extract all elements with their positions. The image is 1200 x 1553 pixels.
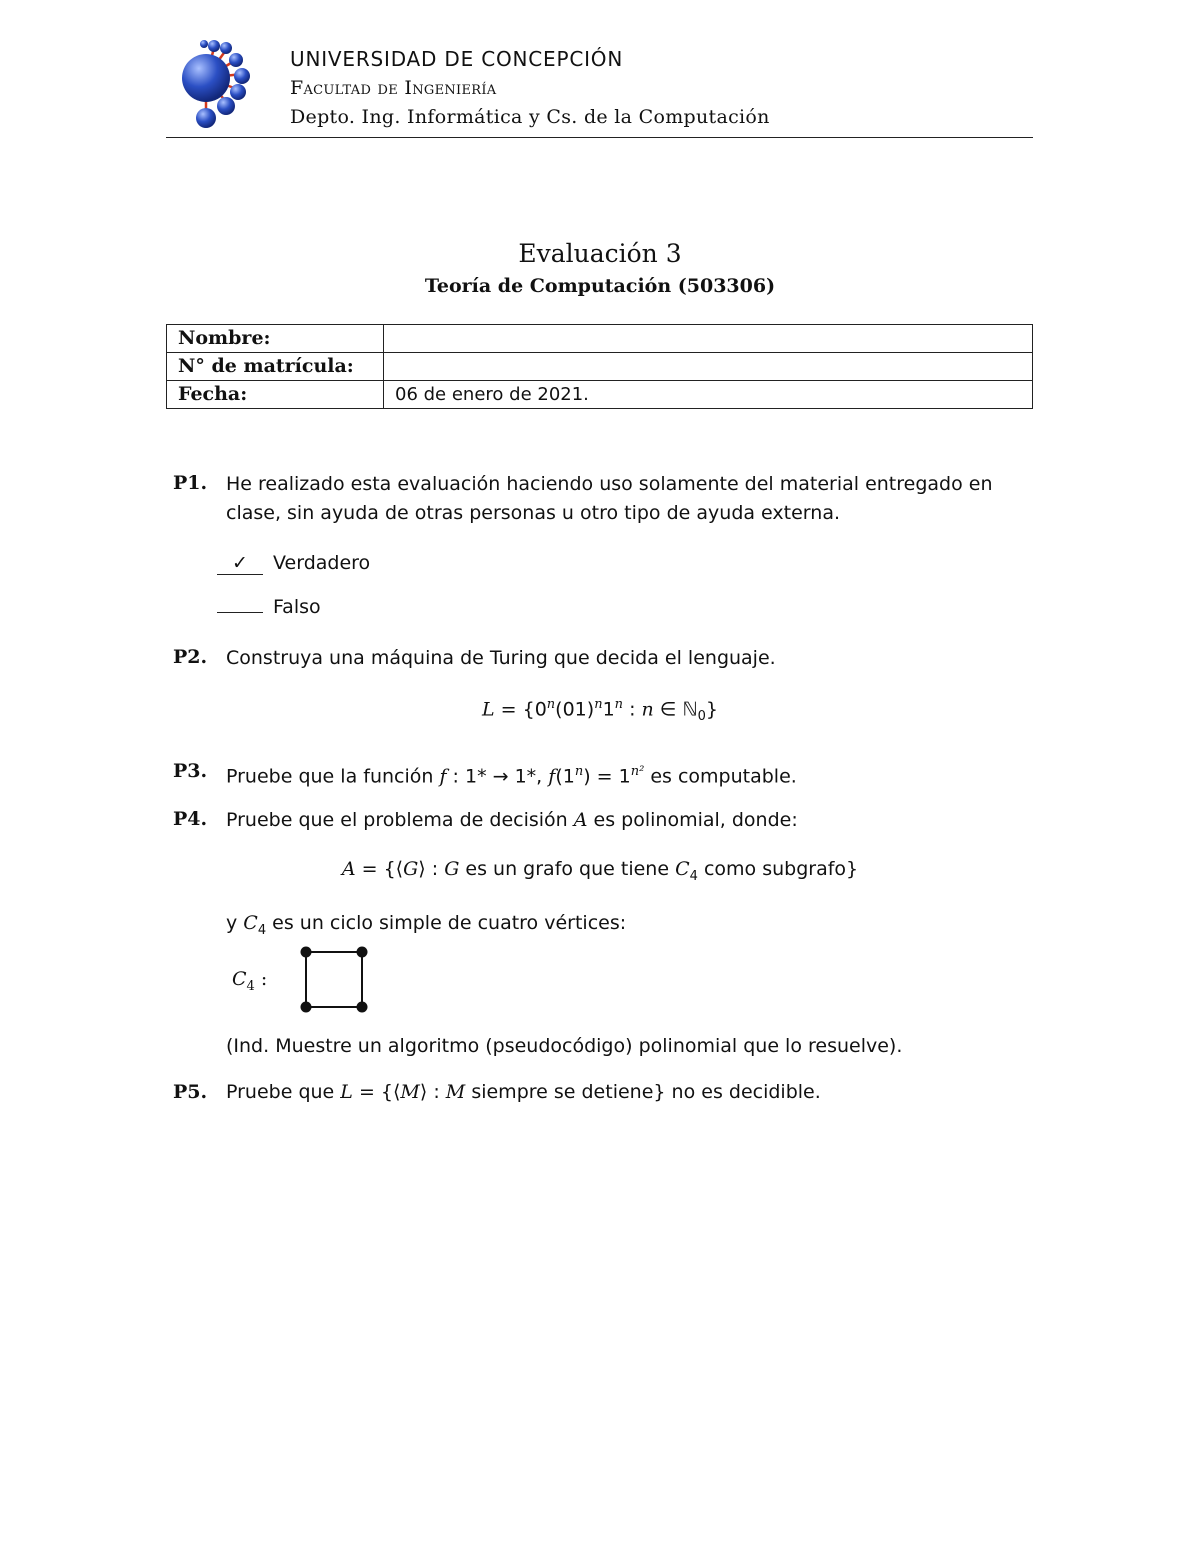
question-text-p3: Pruebe que la función f : 1* → 1*, $f(1^n) = 1^{n^2}$ es computable. bbox=[226, 764, 797, 788]
question-text-after: es polinomial, donde: bbox=[593, 809, 798, 831]
question-number-p4: P4. bbox=[173, 808, 208, 830]
faculty-name: Facultad de Ingeniería bbox=[290, 77, 497, 99]
student-id-field[interactable] bbox=[384, 353, 1033, 381]
graph-vertex bbox=[357, 1002, 368, 1013]
cycle-edges bbox=[306, 952, 362, 1007]
name-field[interactable] bbox=[384, 325, 1033, 353]
question-text-middle: siempre se detiene bbox=[471, 1081, 654, 1103]
c4-text: es un ciclo simple de cuatro vértices: bbox=[272, 912, 627, 934]
question-text-after: no es decidible. bbox=[671, 1081, 821, 1103]
table-row bbox=[167, 353, 1033, 381]
hint-text: (Ind. Muestre un algoritmo (pseudocódigo) polinomial que lo resuelve). bbox=[226, 1035, 903, 1057]
question-text-before: Pruebe que bbox=[226, 1081, 335, 1103]
question-number-p5: P5. bbox=[173, 1081, 208, 1103]
department-name: Depto. Ing. Informática y Cs. de la Computación bbox=[290, 106, 770, 128]
option-true[interactable] bbox=[217, 552, 370, 575]
question-text-after: es computable. bbox=[650, 765, 797, 788]
question-number-p2: P2. bbox=[173, 646, 208, 668]
date-value: 06 de enero de 2021. bbox=[384, 381, 1033, 409]
c4-cycle-graph bbox=[296, 942, 372, 1016]
question-text-before: Pruebe que el problema de decisión bbox=[226, 809, 568, 831]
table-row bbox=[167, 381, 1033, 409]
graph-vertex bbox=[357, 947, 368, 958]
student-id-label: N° de matrícula: bbox=[167, 353, 384, 381]
graph-vertex bbox=[301, 947, 312, 958]
header-rule bbox=[166, 137, 1033, 138]
question-line: He realizado esta evaluación haciendo uso solamente del material entregado en bbox=[226, 473, 993, 495]
table-row bbox=[167, 325, 1033, 353]
question-text-before: Pruebe que la función bbox=[226, 765, 434, 788]
question-number-p3: P3. bbox=[173, 760, 208, 782]
formula-text: es un grafo que tiene bbox=[465, 858, 670, 880]
formula-text: como subgrafo bbox=[703, 858, 847, 880]
university-name: UNIVERSIDAD DE CONCEPCIÓN bbox=[290, 47, 624, 71]
c4-description: y $C_4$ es un ciclo simple de cuatro vértices: bbox=[226, 912, 627, 938]
language-formula: $L = \{0^n(01)^n1^n$ : n ∈ ℕ$_0$} bbox=[481, 697, 718, 725]
university-logo-icon bbox=[176, 38, 258, 130]
graph-vertex bbox=[301, 1002, 312, 1013]
student-info-table bbox=[166, 324, 1033, 409]
check-mark-icon[interactable]: ✓ bbox=[217, 552, 263, 575]
c4-label: $C_4$ : bbox=[232, 968, 268, 994]
question-line: clase, sin ayuda de otras personas u otro tipo de ayuda externa. bbox=[226, 502, 841, 524]
course-subtitle: Teoría de Computación (503306) bbox=[424, 275, 776, 297]
decision-problem-formula: A = {⟨G⟩ : G es un grafo que tiene $C_4$ como subgrafo} bbox=[341, 858, 859, 884]
option-label: Verdadero bbox=[273, 552, 371, 574]
c4-prefix: y bbox=[226, 912, 238, 934]
question-text-p4: Pruebe que el problema de decisión A es polinomial, donde: bbox=[226, 809, 798, 831]
option-label: Falso bbox=[273, 596, 321, 618]
name-label: Nombre: bbox=[167, 325, 384, 353]
option-false[interactable] bbox=[217, 590, 321, 618]
question-text-p1 bbox=[226, 470, 1034, 528]
exam-title: Evaluación 3 bbox=[518, 239, 682, 268]
question-number-p1: P1. bbox=[173, 472, 208, 494]
date-label: Fecha: bbox=[167, 381, 384, 409]
blank-mark[interactable] bbox=[217, 590, 263, 613]
question-text-p2: Construya una máquina de Turing que decida el lenguaje. bbox=[226, 647, 776, 669]
question-text-p5: Pruebe que L = {⟨M⟩ : M siempre se detiene} no es decidible. bbox=[226, 1081, 821, 1103]
